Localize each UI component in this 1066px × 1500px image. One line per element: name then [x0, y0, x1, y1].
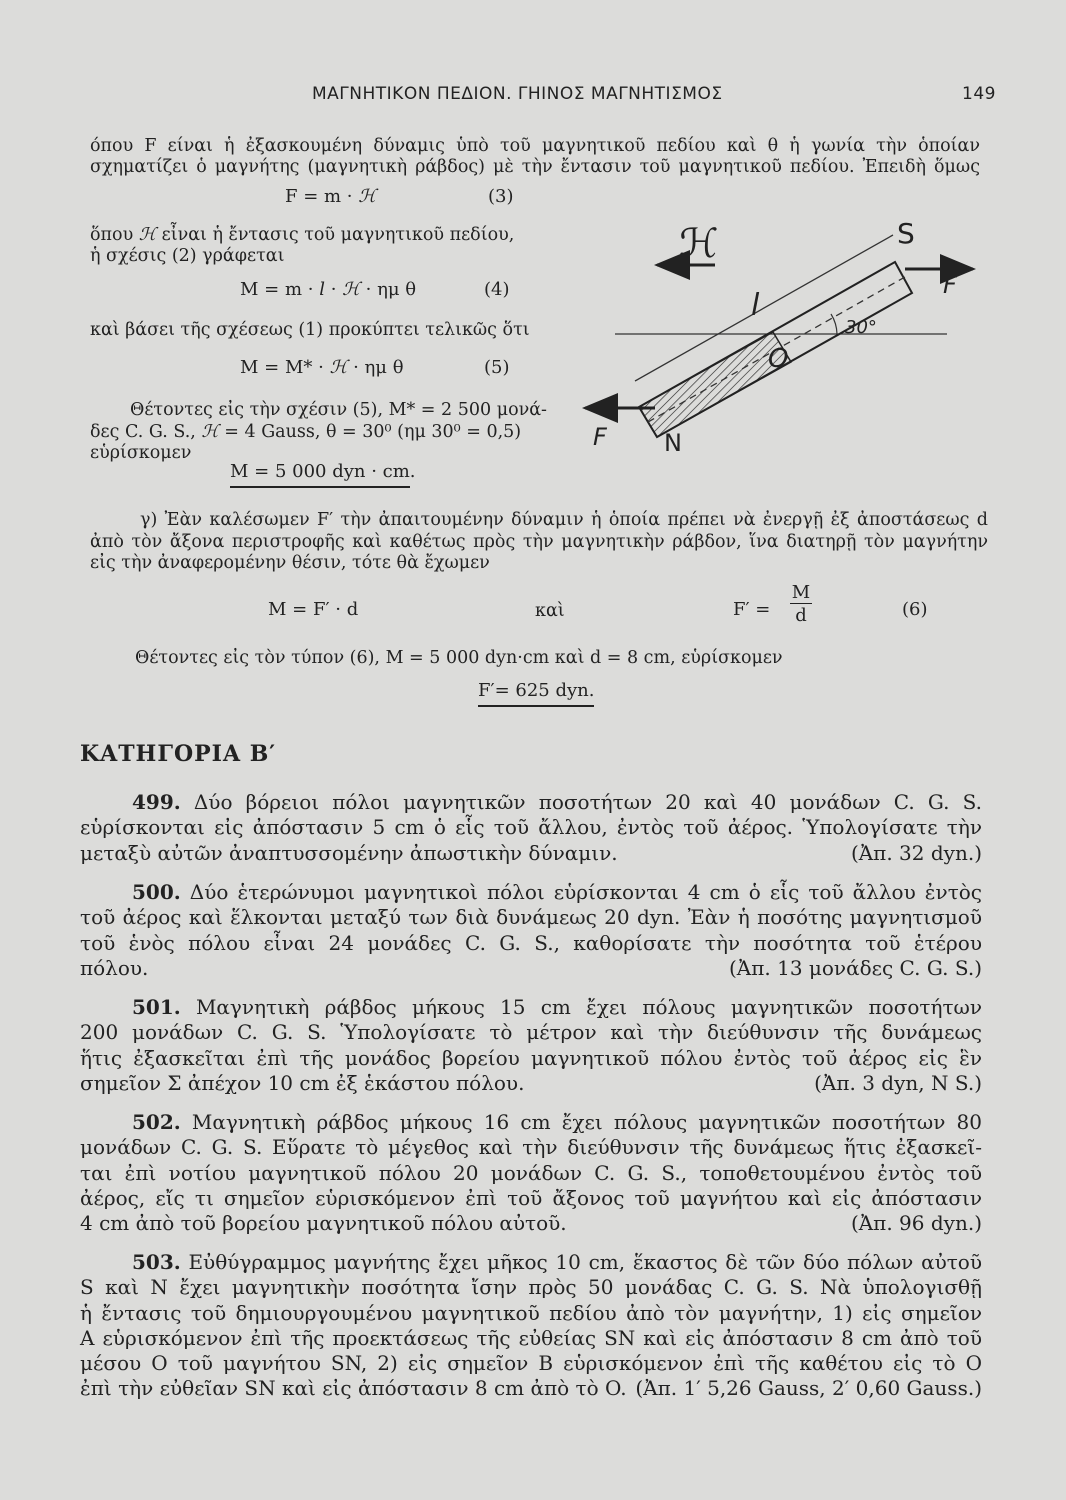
label-o: O [768, 344, 789, 374]
setting-line-1: Θέτοντες εἰς τὴν σχέσιν (5), M* = 2 500 μονά- [130, 400, 547, 420]
equation-5-label: (5) [484, 357, 510, 378]
equation-4-label: (4) [484, 279, 510, 300]
problem-number: 501. [132, 995, 181, 1019]
equation-5: M = M* · ℋ · ημ θ [240, 357, 404, 378]
problem-1-line: 500. Δύο ἑτερώνυμοι μαγνητικοὶ πόλοι εὑρίσκονται 4 cm ὁ εἷς τοῦ ἄλλου ἐντὸς [132, 880, 982, 904]
problem-3-last-line: 4 cm ἀπὸ τοῦ βορείου μαγνητικοῦ πόλου αὐτοῦ. [80, 1211, 567, 1235]
problem-3-answer: (Ἀπ. 96 dyn.) [850, 1211, 982, 1235]
result-2: F′= 625 dyn. [478, 680, 594, 707]
problem-2-answer: (Ἀπ. 3 dyn, N S.) [814, 1071, 982, 1095]
label-s: S [897, 217, 915, 250]
problem-1-line: τοῦ ἑνὸς πόλου εἶναι 24 μονάδες C. G. S., καθορίσατε τὴν ποσότητα τοῦ ἑτέρου [80, 931, 982, 955]
magnet-diagram [575, 205, 985, 470]
problem-0-answer: (Ἀπ. 32 dyn.) [850, 841, 982, 865]
label-field-h: ℋ [679, 221, 719, 267]
where-line-1: ὅπου ℋ εἶναι ἡ ἔντασις τοῦ μαγνητικοῦ πεδίου, [90, 225, 515, 245]
problem-number: 503. [132, 1250, 181, 1274]
problem-2-last-line: σημεῖον Σ ἀπέχον 10 cm ἐξ ἑκάστου πόλου. [80, 1071, 525, 1095]
script-h-symbol: ℋ [358, 186, 377, 207]
problem-number: 502. [132, 1110, 181, 1134]
problem-0-line: 499. Δύο βόρειοι πόλοι μαγνητικῶν ποσοτήτων 20 καὶ 40 μονάδων C. G. S. [132, 790, 982, 814]
equation-6-and: καὶ [535, 601, 565, 621]
problem-number: 499. [132, 790, 181, 814]
label-f-right: F [943, 271, 957, 299]
gamma-line-3: εἰς τὴν ἀναφερομένην θέσιν, τότε θὰ ἔχωμεν [90, 553, 490, 573]
problem-3-line: ται ἐπὶ νοτίου μαγνητικοῦ πόλου 20 μονάδων C. G. S., τοποθετουμένου ἐντὸς τοῦ [80, 1161, 982, 1185]
problem-4-last-line: ἐπὶ τὴν εὐθεῖαν SN καὶ εἰς ἀπόστασιν 8 cm ἀπὸ τὸ O. [80, 1376, 627, 1400]
problem-0-line: εὑρίσκονται εἰς ἀπόστασιν 5 cm ὁ εἷς τοῦ ἄλλου, ἐντὸς τοῦ ἀέρος. Ὑπολογίσατε τὴν [80, 815, 982, 839]
problem-2-line: 501. Μαγνητικὴ ράβδος μήκους 15 cm ἔχει πόλους μαγνητικῶν ποσοτήτων [132, 995, 982, 1019]
problem-4-line: 503. Εὐθύγραμμος μαγνήτης ἔχει μῆκος 10 cm, ἕκαστος δὲ τῶν δύο πόλων αὐτοῦ [132, 1250, 983, 1274]
equation-3-label: (3) [488, 186, 514, 207]
problem-3-line: ἀέρος, εἴς τι σημεῖον εὑρισκόμενον ἐπὶ τοῦ ἄξονος τοῦ μαγνήτου καὶ εἰς ἀπόστασιν [80, 1186, 982, 1210]
label-l: l [751, 288, 760, 323]
intro-line-2: σχηματίζει ὁ μαγνήτης (μαγνητικὴ ράβδος) μὲ τὴν ἔντασιν τοῦ μαγνητικοῦ πεδίου. Ἐπειδὴ ὅμως [90, 157, 980, 177]
problem-1-last-line: πόλου. [80, 956, 149, 980]
label-f-left: F [593, 423, 607, 451]
gamma-line-2: ἀπὸ τὸν ἄξονα περιστροφῆς καὶ καθέτως πρὸς τὴν μαγνητικὴν ράβδον, ἵνα διατηρῇ τὸν μαγνήτην [90, 532, 988, 552]
setting-2: Θέτοντες εἰς τὸν τύπον (6), M = 5 000 dyn·cm καὶ d = 8 cm, εὑρίσκομεν [135, 648, 783, 668]
category-heading: ΚΑΤΗΓΟΡΙΑ Β′ [80, 741, 277, 767]
problem-1-answer: (Ἀπ. 13 μονάδες C. G. S.) [728, 956, 982, 980]
problem-4-line: A εὑρισκόμενον ἐπὶ τῆς προεκτάσεως τῆς εὐθείας SN καὶ εἰς ἀπόστασιν 8 cm ἀπὸ τοῦ [80, 1326, 982, 1350]
angle-arc [831, 314, 837, 334]
running-header-title: ΜΑΓΝΗΤΙΚΟΝ ΠΕΔΙΟΝ. ΓΗΙΝΟΣ ΜΑΓΝΗΤΙΣΜΟΣ [312, 84, 723, 104]
setting-line-2: δες C. G. S., ℋ = 4 Gauss, θ = 30⁰ (ημ 30⁰ = 0,5) [90, 422, 522, 442]
gamma-line-1: γ) Ἐὰν καλέσωμεν F′ τὴν ἀπαιτουμένην δύναμιν ἡ ὁποία πρέπει νὰ ἐνεργῇ ἐξ ἀποστάσεως d [140, 510, 988, 530]
setting-line-3: εὑρίσκομεν [90, 443, 192, 463]
equation-6-label: (6) [902, 599, 928, 620]
equation-3: F = m · ℋ [285, 186, 377, 207]
problem-4-line: ἡ ἔντασις τοῦ δημιουργουμένου μαγνητικοῦ πεδίου ἀπὸ τὸν μαγνήτην, 1) εἰς σημεῖον [80, 1301, 982, 1325]
problem-2-line: ἥτις ἐξασκεῖται ἐπὶ τῆς μονάδος βορείου μαγνητικοῦ πόλου ἐντὸς τοῦ ἀέρος εἰς ἓν [80, 1046, 982, 1070]
problem-1-line: τοῦ ἀέρος καὶ ἕλκονται μεταξύ των διὰ δυνάμεως 20 dyn. Ἐὰν ἡ ποσότης μαγνητισμοῦ [80, 905, 982, 929]
equation-6-lhs: F′ = [733, 599, 771, 620]
result-1: M = 5 000 dyn · cm. [230, 461, 410, 488]
label-angle: 30° [845, 317, 877, 338]
problem-0-last-line: μεταξὺ αὐτῶν ἀναπτυσσομένην ἀπωστικὴν δύναμιν. [80, 841, 618, 865]
label-n: N [664, 429, 682, 457]
problem-3-line: μονάδων C. G. S. Εὕρατε τὸ μέγεθος καὶ τὴν διεύθυνσιν τῆς δυνάμεως ἥτις ἐξασκεῖ- [80, 1135, 982, 1159]
where-line-2: ἡ σχέσις (2) γράφεται [90, 246, 285, 266]
problem-number: 500. [132, 880, 181, 904]
page-number: 149 [962, 84, 996, 104]
problem-3-line: 502. Μαγνητικὴ ράβδος μήκους 16 cm ἔχει πόλους μαγνητικῶν ποσοτήτων 80 [132, 1110, 983, 1134]
equation-4: M = m · l · ℋ · ημ θ [240, 279, 417, 300]
problem-2-line: 200 μονάδων C. G. S. Ὑπολογίσατε τὸ μέτρον καὶ τὴν διεύθυνσιν τῆς δυνάμεως [80, 1020, 982, 1044]
equation-6-denominator: d [795, 605, 807, 626]
intro-line-1: όπου F είναι ἡ ἐξασκουμένη δύναμις ὑπὸ τοῦ μαγνητικοῦ πεδίου καὶ θ ἡ γωνία τὴν ὁποίαν [90, 136, 980, 156]
problem-4-line: S καὶ N ἔχει μαγνητικὴν ποσότητα ἴσην πρὸς 50 μονάδας C. G. S. Νὰ ὑπολογισθῇ [80, 1275, 982, 1299]
problem-4-line: μέσου O τοῦ μαγνήτου SN, 2) εἰς σημεῖον B εὑρισκόμενον ἐπὶ τῆς καθέτου εἰς τὸ O [80, 1351, 982, 1375]
problem-4-answer: (Ἀπ. 1′ 5,26 Gauss, 2′ 0,60 Gauss.) [635, 1376, 982, 1400]
basis-line: καὶ βάσει τῆς σχέσεως (1) προκύπτει τελικῶς ὅτι [90, 320, 530, 340]
equation-6-left: M = F′ · d [268, 599, 359, 620]
equation-6-numerator: M [791, 582, 811, 603]
